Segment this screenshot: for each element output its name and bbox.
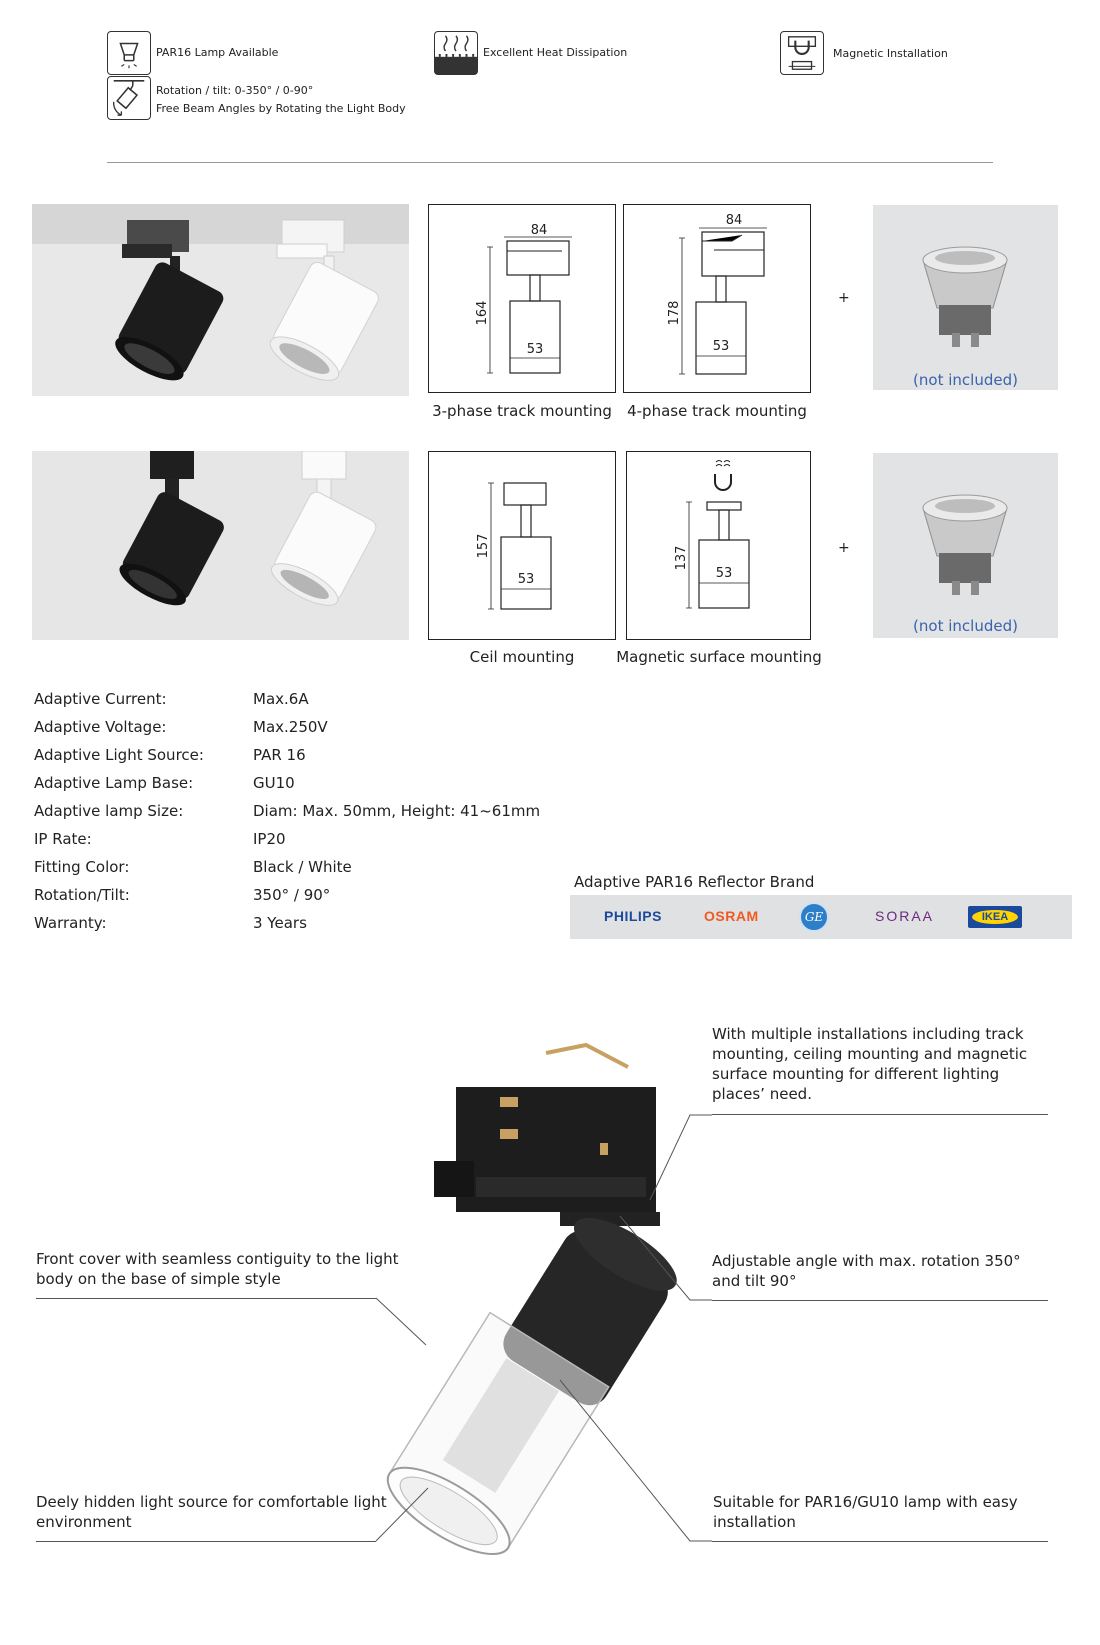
dim-4phase-diameter: 53 — [712, 339, 730, 354]
spec-label-current: Adaptive Current: — [34, 690, 167, 708]
spec-value-rotation: 350° / 90° — [253, 886, 331, 904]
caption-3phase: 3-phase track mounting — [432, 402, 612, 420]
spec-value-voltage: Max.250V — [253, 718, 328, 736]
spec-label-lamp-size: Adaptive lamp Size: — [34, 802, 184, 820]
caption-4phase: 4-phase track mounting — [627, 402, 807, 420]
dim-ceil-height: 157 — [476, 533, 491, 559]
spec-value-light-source: PAR 16 — [253, 746, 306, 764]
philips-logo: PHILIPS — [604, 908, 662, 924]
spec-value-ip-rate: IP20 — [253, 830, 286, 848]
callout-front-cover-line-2: body on the base of simple style — [36, 1270, 281, 1288]
spec-label-ip-rate: IP Rate: — [34, 830, 92, 848]
feature-magnetic-text: Magnetic Installation — [833, 47, 948, 60]
dim-4phase-height: 178 — [667, 300, 682, 326]
osram-logo: OSRAM — [704, 908, 759, 924]
spec-value-color: Black / White — [253, 858, 352, 876]
spec-label-voltage: Adaptive Voltage: — [34, 718, 167, 736]
ge-logo: GE — [799, 902, 829, 932]
feature-rotation-text: Rotation / tilt: 0-350° / 0-90° — [156, 84, 314, 97]
callout-suitable-line-1: Suitable for PAR16/GU10 lamp with easy — [713, 1493, 1018, 1511]
soraa-logo: SORAA — [875, 908, 935, 924]
not-included-label-1: (not included) — [913, 371, 1018, 389]
plus-sign-1: + — [838, 290, 850, 306]
spec-label-lamp-base: Adaptive Lamp Base: — [34, 774, 194, 792]
spec-label-light-source: Adaptive Light Source: — [34, 746, 204, 764]
not-included-label-2: (not included) — [913, 617, 1018, 635]
dim-3phase-height: 164 — [475, 300, 490, 326]
spec-value-lamp-base: GU10 — [253, 774, 295, 792]
feature-heat-text: Excellent Heat Dissipation — [483, 46, 628, 59]
dim-3phase-width: 84 — [530, 223, 548, 238]
brand-section-title: Adaptive PAR16 Reflector Brand — [574, 873, 815, 891]
feature-par16-text: PAR16 Lamp Available — [156, 46, 279, 59]
dim-magnetic-diameter: 53 — [715, 566, 733, 581]
spec-value-lamp-size: Diam: Max. 50mm, Height: 41~61mm — [253, 802, 541, 820]
dim-4phase-width: 84 — [725, 213, 743, 228]
callout-suitable-line-2: installation — [713, 1513, 796, 1531]
callout-adjustable-line-2: and tilt 90° — [712, 1272, 797, 1290]
dim-magnetic-height: 137 — [674, 545, 689, 571]
spec-value-warranty: 3 Years — [253, 914, 307, 932]
callout-hidden-light-line-2: environment — [36, 1513, 132, 1531]
spec-label-rotation: Rotation/Tilt: — [34, 886, 130, 904]
feature-beam-text: Free Beam Angles by Rotating the Light Body — [156, 102, 406, 115]
callout-hidden-light-line-1: Deely hidden light source for comfortable light — [36, 1493, 387, 1511]
spec-label-color: Fitting Color: — [34, 858, 130, 876]
caption-magnetic: Magnetic surface mounting — [616, 648, 822, 666]
callout-installations-line-4: places’ need. — [712, 1085, 812, 1103]
caption-ceil: Ceil mounting — [469, 648, 575, 666]
callout-front-cover-line-1: Front cover with seamless contiguity to the light — [36, 1250, 399, 1268]
ikea-logo-text: IKEA — [972, 910, 1018, 924]
callout-installations-line-3: surface mounting for different lighting — [712, 1065, 1000, 1083]
callout-installations-line-2: mounting, ceiling mounting and magnetic — [712, 1045, 1028, 1063]
spec-label-warranty: Warranty: — [34, 914, 107, 932]
plus-sign-2: + — [838, 540, 850, 556]
callout-adjustable-line-1: Adjustable angle with max. rotation 350° — [712, 1252, 1021, 1270]
dim-3phase-diameter: 53 — [526, 342, 544, 357]
callout-installations-line-1: With multiple installations including track — [712, 1025, 1024, 1043]
dim-ceil-diameter: 53 — [517, 572, 535, 587]
spec-value-current: Max.6A — [253, 690, 309, 708]
